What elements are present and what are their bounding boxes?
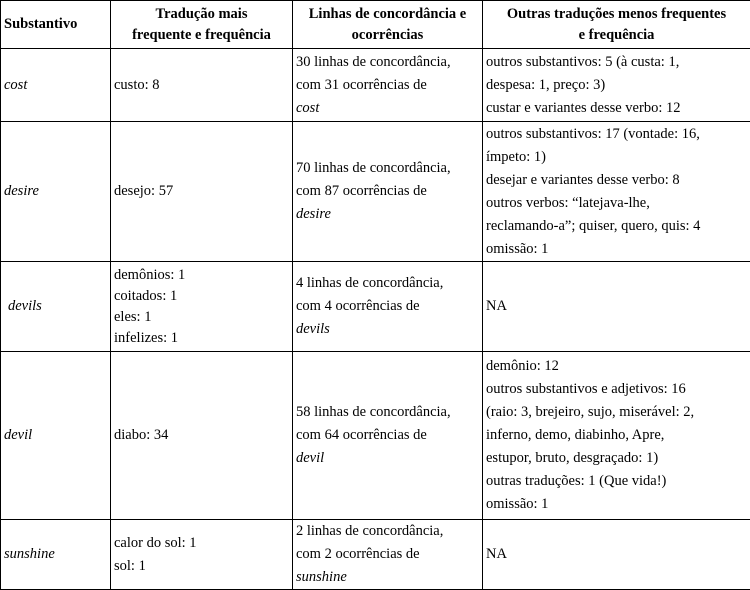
lines-cell: 58 linhas de concordância, com 64 ocorrências de devil	[293, 352, 483, 520]
others-cell: NA	[483, 262, 750, 352]
lines-cell: 4 linhas de concordância, com 4 ocorrências de devils	[293, 262, 483, 352]
others-cell: outros substantivos: 17 (vontade: 16, ímpeto: 1) desejar e variantes desse verbo: 8 outros verbos: “latejava-lhe, reclamando-a”; quiser, quero, quis: 4 omissão: 1	[483, 122, 750, 262]
others-cell: demônio: 12 outros substantivos e adjetivos: 16 (raio: 3, brejeiro, sujo, miserável: 2, inferno, demo, diabinho, Apre, estupor, bruto, desgraçado: 1) outras traduções: 1 (Que vida!) omissão: 1	[483, 352, 750, 520]
noun-cell: sunshine	[1, 520, 111, 590]
others-cell: outros substantivos: 5 (à custa: 1, despesa: 1, preço: 3) custar e variantes desse verbo: 12	[483, 49, 750, 122]
lines-cell: 2 linhas de concordância, com 2 ocorrências de sunshine	[293, 520, 483, 590]
translation-cell: custo: 8	[111, 49, 293, 122]
header-substantivo: Substantivo	[1, 1, 111, 49]
table-row	[1, 520, 750, 590]
noun-cell: desire	[1, 122, 111, 262]
header-traducao: Tradução mais frequente e frequência	[111, 1, 293, 49]
noun-cell: devils	[1, 262, 111, 352]
others-cell: NA	[483, 520, 750, 590]
table-row	[1, 262, 750, 352]
translation-cell: demônios: 1 coitados: 1 eles: 1 infelizes: 1	[111, 262, 293, 352]
header-outras: Outras traduções menos frequentes e frequência	[483, 1, 750, 49]
lines-cell: 30 linhas de concordância, com 31 ocorrências de cost	[293, 49, 483, 122]
translation-cell: desejo: 57	[111, 122, 293, 262]
lines-cell: 70 linhas de concordância, com 87 ocorrências de desire	[293, 122, 483, 262]
header-row	[1, 1, 750, 49]
header-linhas: Linhas de concordância e ocorrências	[293, 1, 483, 49]
table-row	[1, 49, 750, 122]
table-row	[1, 122, 750, 262]
table-row	[1, 352, 750, 520]
noun-cell: devil	[1, 352, 111, 520]
noun-cell: cost	[1, 49, 111, 122]
translation-cell: diabo: 34	[111, 352, 293, 520]
translation-cell: calor do sol: 1 sol: 1	[111, 520, 293, 590]
